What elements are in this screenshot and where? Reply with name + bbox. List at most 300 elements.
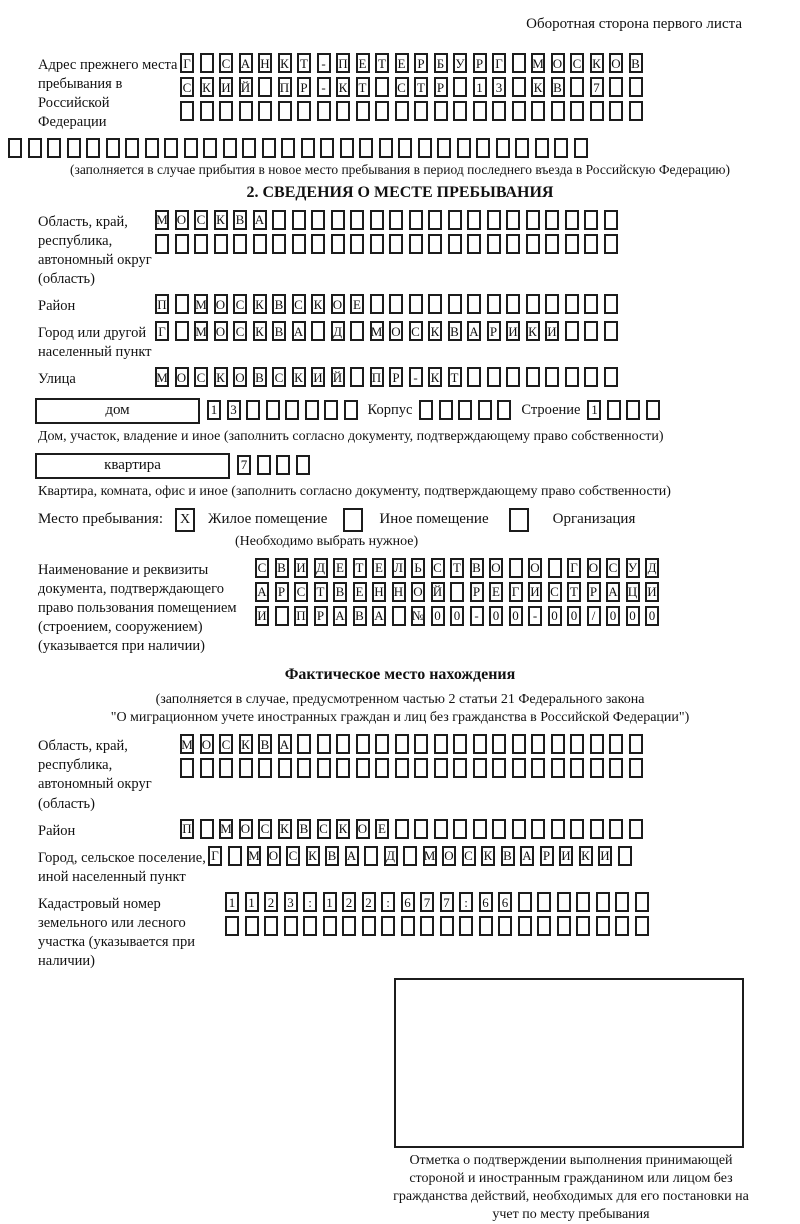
- char-box[interactable]: [257, 455, 271, 475]
- char-box[interactable]: 0: [626, 606, 640, 626]
- char-box[interactable]: 0: [567, 606, 581, 626]
- char-box[interactable]: 7: [590, 77, 604, 97]
- char-box[interactable]: 1: [587, 400, 601, 420]
- char-box[interactable]: [223, 138, 237, 158]
- char-box[interactable]: [518, 892, 532, 912]
- char-box[interactable]: [576, 892, 590, 912]
- char-box[interactable]: А: [372, 606, 386, 626]
- char-box[interactable]: Й: [431, 582, 445, 602]
- char-box[interactable]: О: [442, 846, 456, 866]
- char-box[interactable]: [459, 916, 473, 936]
- char-box[interactable]: Д: [384, 846, 398, 866]
- char-box[interactable]: [557, 892, 571, 912]
- checkbox-organizatsiya[interactable]: [509, 508, 529, 532]
- char-box[interactable]: С: [462, 846, 476, 866]
- char-box[interactable]: Б: [434, 53, 448, 73]
- char-box[interactable]: [584, 234, 598, 254]
- char-box[interactable]: [604, 294, 618, 314]
- char-box[interactable]: С: [233, 294, 247, 314]
- char-box[interactable]: 6: [479, 892, 493, 912]
- char-box[interactable]: [356, 101, 370, 121]
- char-box[interactable]: [554, 138, 568, 158]
- char-box[interactable]: [245, 916, 259, 936]
- char-box[interactable]: [629, 819, 643, 839]
- char-box[interactable]: [401, 916, 415, 936]
- char-box[interactable]: [311, 321, 325, 341]
- char-box[interactable]: [428, 210, 442, 230]
- char-box[interactable]: Е: [489, 582, 503, 602]
- char-box[interactable]: [531, 734, 545, 754]
- char-box[interactable]: [473, 758, 487, 778]
- char-box[interactable]: [545, 294, 559, 314]
- char-box[interactable]: [356, 734, 370, 754]
- char-box[interactable]: [498, 916, 512, 936]
- char-box[interactable]: [375, 77, 389, 97]
- char-box[interactable]: Е: [395, 53, 409, 73]
- char-box[interactable]: Р: [470, 582, 484, 602]
- char-box[interactable]: С: [286, 846, 300, 866]
- char-box[interactable]: [359, 138, 373, 158]
- char-box[interactable]: [292, 234, 306, 254]
- char-box[interactable]: [331, 210, 345, 230]
- char-box[interactable]: Й: [239, 77, 253, 97]
- char-box[interactable]: О: [528, 558, 542, 578]
- char-box[interactable]: [175, 294, 189, 314]
- char-box[interactable]: [331, 234, 345, 254]
- char-box[interactable]: 3: [284, 892, 298, 912]
- char-box[interactable]: [453, 758, 467, 778]
- char-box[interactable]: [381, 916, 395, 936]
- char-box[interactable]: [551, 734, 565, 754]
- char-box[interactable]: [497, 400, 511, 420]
- char-box[interactable]: Т: [353, 558, 367, 578]
- char-box[interactable]: Е: [356, 53, 370, 73]
- char-box[interactable]: [512, 77, 526, 97]
- char-box[interactable]: И: [311, 367, 325, 387]
- char-box[interactable]: [8, 138, 22, 158]
- char-box[interactable]: [180, 101, 194, 121]
- char-box[interactable]: [596, 892, 610, 912]
- char-box[interactable]: Р: [473, 53, 487, 73]
- char-box[interactable]: :: [303, 892, 317, 912]
- char-box[interactable]: 1: [323, 892, 337, 912]
- char-box[interactable]: [350, 367, 364, 387]
- char-box[interactable]: Г: [180, 53, 194, 73]
- char-box[interactable]: [551, 819, 565, 839]
- char-box[interactable]: [219, 758, 233, 778]
- char-box[interactable]: -: [470, 606, 484, 626]
- char-box[interactable]: 2: [342, 892, 356, 912]
- char-box[interactable]: О: [214, 294, 228, 314]
- char-box[interactable]: [646, 400, 660, 420]
- char-box[interactable]: [629, 101, 643, 121]
- char-box[interactable]: В: [353, 606, 367, 626]
- char-box[interactable]: 0: [450, 606, 464, 626]
- char-box[interactable]: [200, 758, 214, 778]
- char-box[interactable]: [262, 138, 276, 158]
- char-box[interactable]: М: [247, 846, 261, 866]
- char-box[interactable]: В: [233, 210, 247, 230]
- char-box[interactable]: [453, 734, 467, 754]
- char-box[interactable]: [228, 846, 242, 866]
- char-box[interactable]: [450, 582, 464, 602]
- char-box[interactable]: [570, 734, 584, 754]
- char-box[interactable]: А: [333, 606, 347, 626]
- char-box[interactable]: [414, 734, 428, 754]
- char-box[interactable]: С: [409, 321, 423, 341]
- char-box[interactable]: [200, 53, 214, 73]
- char-box[interactable]: Й: [331, 367, 345, 387]
- char-box[interactable]: К: [428, 367, 442, 387]
- char-box[interactable]: О: [489, 558, 503, 578]
- char-box[interactable]: О: [267, 846, 281, 866]
- char-box[interactable]: [512, 758, 526, 778]
- char-box[interactable]: [537, 916, 551, 936]
- char-box[interactable]: [473, 101, 487, 121]
- char-box[interactable]: [301, 138, 315, 158]
- char-box[interactable]: Д: [645, 558, 659, 578]
- char-box[interactable]: [526, 367, 540, 387]
- char-box[interactable]: [428, 294, 442, 314]
- char-box[interactable]: [545, 234, 559, 254]
- char-box[interactable]: О: [551, 53, 565, 73]
- char-box[interactable]: А: [292, 321, 306, 341]
- char-box[interactable]: [200, 819, 214, 839]
- char-box[interactable]: [375, 734, 389, 754]
- char-box[interactable]: [428, 234, 442, 254]
- char-box[interactable]: [492, 819, 506, 839]
- char-box[interactable]: [467, 210, 481, 230]
- char-box[interactable]: Д: [314, 558, 328, 578]
- char-box[interactable]: [590, 758, 604, 778]
- char-box[interactable]: К: [481, 846, 495, 866]
- char-box[interactable]: 0: [489, 606, 503, 626]
- char-box[interactable]: [512, 53, 526, 73]
- char-box[interactable]: [584, 210, 598, 230]
- char-box[interactable]: Е: [375, 819, 389, 839]
- char-box[interactable]: С: [255, 558, 269, 578]
- char-box[interactable]: [576, 916, 590, 936]
- char-box[interactable]: [458, 400, 472, 420]
- char-box[interactable]: [296, 455, 310, 475]
- char-box[interactable]: [362, 916, 376, 936]
- char-box[interactable]: Т: [450, 558, 464, 578]
- char-box[interactable]: [487, 210, 501, 230]
- char-box[interactable]: [526, 294, 540, 314]
- char-box[interactable]: [219, 101, 233, 121]
- char-box[interactable]: [453, 101, 467, 121]
- char-box[interactable]: [303, 916, 317, 936]
- char-box[interactable]: [370, 210, 384, 230]
- char-box[interactable]: Е: [350, 294, 364, 314]
- char-box[interactable]: С: [194, 210, 208, 230]
- char-box[interactable]: [515, 138, 529, 158]
- char-box[interactable]: -: [317, 53, 331, 73]
- char-box[interactable]: [473, 819, 487, 839]
- char-box[interactable]: [398, 138, 412, 158]
- char-box[interactable]: 6: [498, 892, 512, 912]
- char-box[interactable]: [389, 234, 403, 254]
- char-box[interactable]: В: [325, 846, 339, 866]
- char-box[interactable]: [420, 916, 434, 936]
- char-box[interactable]: И: [598, 846, 612, 866]
- char-box[interactable]: [437, 138, 451, 158]
- char-box[interactable]: [590, 819, 604, 839]
- char-box[interactable]: [609, 819, 623, 839]
- char-box[interactable]: [512, 101, 526, 121]
- char-box[interactable]: [311, 234, 325, 254]
- char-box[interactable]: [615, 916, 629, 936]
- char-box[interactable]: К: [336, 819, 350, 839]
- char-box[interactable]: О: [609, 53, 623, 73]
- char-box[interactable]: Т: [356, 77, 370, 97]
- char-box[interactable]: Р: [314, 606, 328, 626]
- char-box[interactable]: С: [233, 321, 247, 341]
- char-box[interactable]: И: [528, 582, 542, 602]
- char-box[interactable]: [336, 758, 350, 778]
- char-box[interactable]: [285, 400, 299, 420]
- char-box[interactable]: К: [306, 846, 320, 866]
- char-box[interactable]: Г: [492, 53, 506, 73]
- char-box[interactable]: [596, 916, 610, 936]
- char-box[interactable]: [570, 101, 584, 121]
- char-box[interactable]: :: [459, 892, 473, 912]
- char-box[interactable]: [379, 138, 393, 158]
- char-box[interactable]: [434, 101, 448, 121]
- char-box[interactable]: Т: [314, 582, 328, 602]
- char-box[interactable]: [323, 916, 337, 936]
- char-box[interactable]: [609, 77, 623, 97]
- char-box[interactable]: К: [531, 77, 545, 97]
- char-box[interactable]: [492, 101, 506, 121]
- char-box[interactable]: Т: [375, 53, 389, 73]
- char-box[interactable]: С: [180, 77, 194, 97]
- char-box[interactable]: С: [294, 582, 308, 602]
- char-box[interactable]: А: [606, 582, 620, 602]
- char-box[interactable]: [344, 400, 358, 420]
- char-box[interactable]: У: [453, 53, 467, 73]
- char-box[interactable]: С: [292, 294, 306, 314]
- char-box[interactable]: О: [233, 367, 247, 387]
- char-box[interactable]: К: [278, 53, 292, 73]
- char-box[interactable]: А: [278, 734, 292, 754]
- char-box[interactable]: [86, 138, 100, 158]
- char-box[interactable]: [512, 819, 526, 839]
- char-box[interactable]: [496, 138, 510, 158]
- char-box[interactable]: 0: [509, 606, 523, 626]
- char-box[interactable]: [370, 234, 384, 254]
- char-box[interactable]: Р: [487, 321, 501, 341]
- char-box[interactable]: [395, 819, 409, 839]
- char-box[interactable]: М: [194, 321, 208, 341]
- char-box[interactable]: С: [570, 53, 584, 73]
- char-box[interactable]: 0: [645, 606, 659, 626]
- char-box[interactable]: [395, 101, 409, 121]
- char-box[interactable]: [565, 321, 579, 341]
- char-box[interactable]: [336, 734, 350, 754]
- char-box[interactable]: М: [370, 321, 384, 341]
- char-box[interactable]: Т: [414, 77, 428, 97]
- char-box[interactable]: М: [219, 819, 233, 839]
- char-box[interactable]: [194, 234, 208, 254]
- char-box[interactable]: [324, 400, 338, 420]
- char-box[interactable]: Т: [567, 582, 581, 602]
- char-box[interactable]: Г: [509, 582, 523, 602]
- char-box[interactable]: [253, 234, 267, 254]
- char-box[interactable]: [47, 138, 61, 158]
- char-box[interactable]: [467, 367, 481, 387]
- char-box[interactable]: А: [253, 210, 267, 230]
- char-box[interactable]: О: [239, 819, 253, 839]
- char-box[interactable]: [609, 734, 623, 754]
- char-box[interactable]: В: [470, 558, 484, 578]
- char-box[interactable]: [531, 819, 545, 839]
- char-box[interactable]: [487, 234, 501, 254]
- char-box[interactable]: С: [317, 819, 331, 839]
- char-box[interactable]: [246, 400, 260, 420]
- char-box[interactable]: [467, 234, 481, 254]
- char-box[interactable]: [297, 758, 311, 778]
- char-box[interactable]: 7: [440, 892, 454, 912]
- char-box[interactable]: С: [272, 367, 286, 387]
- char-box[interactable]: Д: [331, 321, 345, 341]
- char-box[interactable]: К: [253, 294, 267, 314]
- char-box[interactable]: С: [194, 367, 208, 387]
- char-box[interactable]: [551, 758, 565, 778]
- char-box[interactable]: В: [297, 819, 311, 839]
- char-box[interactable]: П: [155, 294, 169, 314]
- char-box[interactable]: [258, 101, 272, 121]
- char-box[interactable]: А: [239, 53, 253, 73]
- char-box[interactable]: С: [606, 558, 620, 578]
- char-box[interactable]: [440, 916, 454, 936]
- char-box[interactable]: [67, 138, 81, 158]
- char-box[interactable]: П: [180, 819, 194, 839]
- char-box[interactable]: [375, 101, 389, 121]
- char-box[interactable]: [574, 138, 588, 158]
- char-box[interactable]: Р: [275, 582, 289, 602]
- char-box[interactable]: [473, 734, 487, 754]
- char-box[interactable]: [297, 734, 311, 754]
- char-box[interactable]: [590, 101, 604, 121]
- char-box[interactable]: К: [253, 321, 267, 341]
- char-box[interactable]: Р: [414, 53, 428, 73]
- char-box[interactable]: [317, 101, 331, 121]
- char-box[interactable]: О: [214, 321, 228, 341]
- char-box[interactable]: А: [467, 321, 481, 341]
- char-box[interactable]: [276, 455, 290, 475]
- char-box[interactable]: [375, 758, 389, 778]
- char-box[interactable]: [106, 138, 120, 158]
- char-box[interactable]: К: [292, 367, 306, 387]
- char-box[interactable]: [281, 138, 295, 158]
- char-box[interactable]: М: [194, 294, 208, 314]
- char-box[interactable]: [615, 892, 629, 912]
- char-box[interactable]: Р: [434, 77, 448, 97]
- checkbox-zhiloe[interactable]: X: [175, 508, 195, 532]
- char-box[interactable]: Р: [587, 582, 601, 602]
- char-box[interactable]: Г: [567, 558, 581, 578]
- char-box[interactable]: У: [626, 558, 640, 578]
- char-box[interactable]: [535, 138, 549, 158]
- char-box[interactable]: П: [294, 606, 308, 626]
- char-box[interactable]: М: [180, 734, 194, 754]
- char-box[interactable]: С: [219, 734, 233, 754]
- char-box[interactable]: [453, 819, 467, 839]
- char-box[interactable]: В: [272, 294, 286, 314]
- char-box[interactable]: [356, 758, 370, 778]
- char-box[interactable]: [418, 138, 432, 158]
- char-box[interactable]: [604, 234, 618, 254]
- char-box[interactable]: [604, 321, 618, 341]
- char-box[interactable]: К: [336, 77, 350, 97]
- char-box[interactable]: [350, 234, 364, 254]
- char-box[interactable]: 2: [264, 892, 278, 912]
- char-box[interactable]: В: [333, 582, 347, 602]
- char-box[interactable]: [364, 846, 378, 866]
- char-box[interactable]: :: [381, 892, 395, 912]
- char-box[interactable]: [518, 916, 532, 936]
- char-box[interactable]: [479, 916, 493, 936]
- char-box[interactable]: [526, 210, 540, 230]
- char-box[interactable]: [565, 367, 579, 387]
- char-box[interactable]: [506, 234, 520, 254]
- char-box[interactable]: Г: [208, 846, 222, 866]
- char-box[interactable]: [492, 758, 506, 778]
- char-box[interactable]: [618, 846, 632, 866]
- char-box[interactable]: С: [548, 582, 562, 602]
- char-box[interactable]: И: [559, 846, 573, 866]
- char-box[interactable]: [448, 294, 462, 314]
- char-box[interactable]: К: [239, 734, 253, 754]
- char-box[interactable]: [164, 138, 178, 158]
- char-box[interactable]: [28, 138, 42, 158]
- char-box[interactable]: [233, 234, 247, 254]
- char-box[interactable]: 7: [420, 892, 434, 912]
- char-box[interactable]: И: [645, 582, 659, 602]
- char-box[interactable]: [175, 321, 189, 341]
- char-box[interactable]: В: [275, 558, 289, 578]
- char-box[interactable]: 3: [492, 77, 506, 97]
- char-box[interactable]: [453, 77, 467, 97]
- char-box[interactable]: [434, 819, 448, 839]
- char-box[interactable]: О: [389, 321, 403, 341]
- char-box[interactable]: [448, 210, 462, 230]
- char-box[interactable]: О: [175, 210, 189, 230]
- char-box[interactable]: И: [506, 321, 520, 341]
- char-box[interactable]: К: [200, 77, 214, 97]
- char-box[interactable]: С: [258, 819, 272, 839]
- char-box[interactable]: [278, 758, 292, 778]
- char-box[interactable]: К: [526, 321, 540, 341]
- char-box[interactable]: М: [531, 53, 545, 73]
- char-box[interactable]: Р: [540, 846, 554, 866]
- char-box[interactable]: К: [278, 819, 292, 839]
- char-box[interactable]: П: [336, 53, 350, 73]
- char-box[interactable]: И: [545, 321, 559, 341]
- char-box[interactable]: [570, 77, 584, 97]
- char-box[interactable]: [434, 734, 448, 754]
- char-box[interactable]: К: [214, 210, 228, 230]
- char-box[interactable]: [551, 101, 565, 121]
- char-box[interactable]: [264, 916, 278, 936]
- char-box[interactable]: [409, 294, 423, 314]
- char-box[interactable]: [506, 367, 520, 387]
- char-box[interactable]: 3: [227, 400, 241, 420]
- char-box[interactable]: О: [587, 558, 601, 578]
- char-box[interactable]: [395, 758, 409, 778]
- char-box[interactable]: М: [155, 367, 169, 387]
